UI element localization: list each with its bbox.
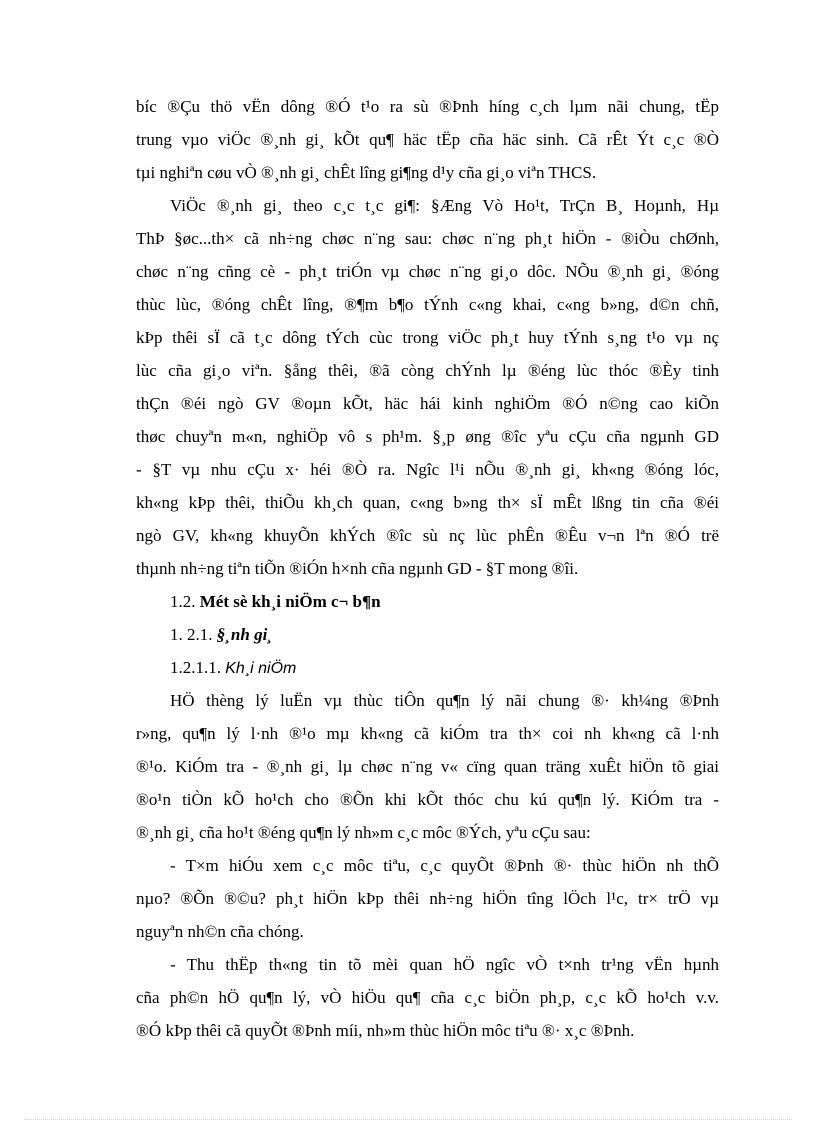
text-line: lùc cña gi¸o viªn. §ång thêi, ®ã còng chÝnh lµ ®éng lùc thóc ®Èy tinh	[136, 361, 719, 380]
text-line: chøc n¨ng cñng cè - ph¸t triÓn vµ chøc n¨ng gi¸o dôc. NÕu ®¸nh gi¸ ®óng	[136, 262, 719, 281]
text-line: ngò GV, kh«ng khuyÕn khÝch ®îc sù nç lùc phÊn ®Êu v¬n lªn ®Ó trë	[136, 526, 719, 545]
text-line: ViÖc ®¸nh gi¸ theo c¸c t¸c gi¶: §Æng Vò Ho¹t, TrÇn B¸ Hoµnh, Hµ	[170, 196, 719, 215]
text-line: thµnh nh÷ng tiªn tiÕn ®iÓn h×nh cña ngµnh GD - §T mong ®îi.	[136, 559, 579, 578]
heading-1-2	[136, 585, 719, 618]
text-line: nguyªn nh©n cña chóng.	[136, 922, 304, 941]
text-line: thÇn ®éi ngò GV ®oµn kÕt, häc hái kinh nghiÖm ®Ó n©ng cao kiÕn	[136, 394, 719, 413]
heading-1-2-1-1	[136, 651, 719, 684]
heading-1-2-1-title: §¸nh gi¸	[216, 625, 273, 644]
text-line: - §T vµ nhu cÇu x· héi ®Ò ra. Ngîc l¹i nÕu ®¸nh gi¸ kh«ng ®óng lóc,	[136, 460, 719, 479]
text-line: bíc ®Çu thö vËn dông ®Ó t¹o ra sù ®Þnh híng c¸ch lµm nãi chung, tËp	[136, 97, 719, 116]
heading-1-2-title: Mét sè kh¸i niÖm c¬ b¶n	[199, 592, 381, 611]
text-line: thøc chuyªn m«n, nghiÖp vô s ph¹m. §¸p øng ®îc yªu cÇu cña ngµnh GD	[136, 427, 719, 446]
text-line: kÞp thêi sÏ cã t¸c dông tÝch cùc trong viÖc ph¸t huy tÝnh s¸ng t¹o vµ nç	[136, 328, 719, 347]
heading-1-2-1-1-number: 1.2.1.1.	[170, 658, 221, 677]
page-bottom-rule	[24, 1119, 792, 1120]
text-line: thùc lùc, ®óng chÊt lîng, ®¶m b¶o tÝnh c«ng khai, c«ng b»ng, d©n chñ,	[136, 295, 719, 314]
paragraph-4	[136, 849, 719, 948]
text-line: cña ph©n hÖ qu¶n lý, vÒ hiÖu qu¶ cña c¸c biÖn ph¸p, c¸c kÕ ho¹ch v.v.	[136, 988, 719, 1007]
text-line: ®o¹n tiÒn kÕ ho¹ch cho ®Õn khi kÕt thóc chu kú qu¶n lý. KiÓm tra -	[136, 790, 719, 809]
paragraph-3	[136, 684, 719, 849]
paragraph-1	[136, 90, 719, 189]
text-line: - T×m hiÓu xem c¸c môc tiªu, c¸c quyÕt ®Þnh ®· thùc hiÖn nh thÕ	[170, 856, 719, 875]
heading-1-2-1-number: 1. 2.1.	[170, 625, 213, 644]
text-line: ®¹o. KiÓm tra - ®¸nh gi¸ lµ chøc n¨ng v« cïng quan träng xuÊt hiÖn tõ giai	[136, 757, 719, 776]
text-line: ThÞ §øc...th× cã nh÷ng chøc n¨ng sau: chøc n¨ng ph¸t hiÖn - ®iÒu chØnh,	[136, 229, 719, 248]
text-line: HÖ thèng lý luËn vµ thùc tiÔn qu¶n lý nãi chung ®· kh¼ng ®Þnh	[170, 691, 719, 710]
text-line: tµi nghiªn cøu vÒ ®¸nh gi¸ chÊt lîng gi¶ng d¹y cña gi¸o viªn THCS.	[136, 163, 597, 182]
text-line: trung vµo viÖc ®¸nh gi¸ kÕt qu¶ häc tËp cña häc sinh. Cã rÊt Ýt c¸c ®Ò	[136, 130, 719, 149]
paragraph-2	[136, 189, 719, 585]
text-line: r»ng, qu¶n lý l·nh ®¹o mµ kh«ng cã kiÓm tra th× coi nh kh«ng cã l·nh	[136, 724, 719, 743]
document-body	[136, 90, 719, 1047]
text-line: ®¸nh gi¸ cña ho¹t ®éng qu¶n lý nh»m c¸c môc ®Ých, yªu cÇu sau:	[136, 823, 591, 842]
text-line: - Thu thËp th«ng tin tõ mèi quan hÖ ngîc vÒ t×nh tr¹ng vËn hµnh	[170, 955, 719, 974]
heading-1-2-number: 1.2.	[170, 592, 196, 611]
heading-1-2-1	[136, 618, 719, 651]
text-line: kh«ng kÞp thêi, thiÕu kh¸ch quan, c«ng b»ng th× sÏ mÊt lßng tin cña ®éi	[136, 493, 719, 512]
heading-1-2-1-1-title: Kh¸i niÖm	[225, 660, 297, 677]
paragraph-5	[136, 948, 719, 1047]
text-line: nµo? ®Õn ®©u? ph¸t hiÖn kÞp thêi nh÷ng hiÖn tîng lÖch l¹c, tr× trÖ vµ	[136, 889, 719, 908]
text-line: ®Ó kÞp thêi cã quyÕt ®Þnh míi, nh»m thùc hiÖn môc tiªu ®· x¸c ®Þnh.	[136, 1021, 635, 1040]
